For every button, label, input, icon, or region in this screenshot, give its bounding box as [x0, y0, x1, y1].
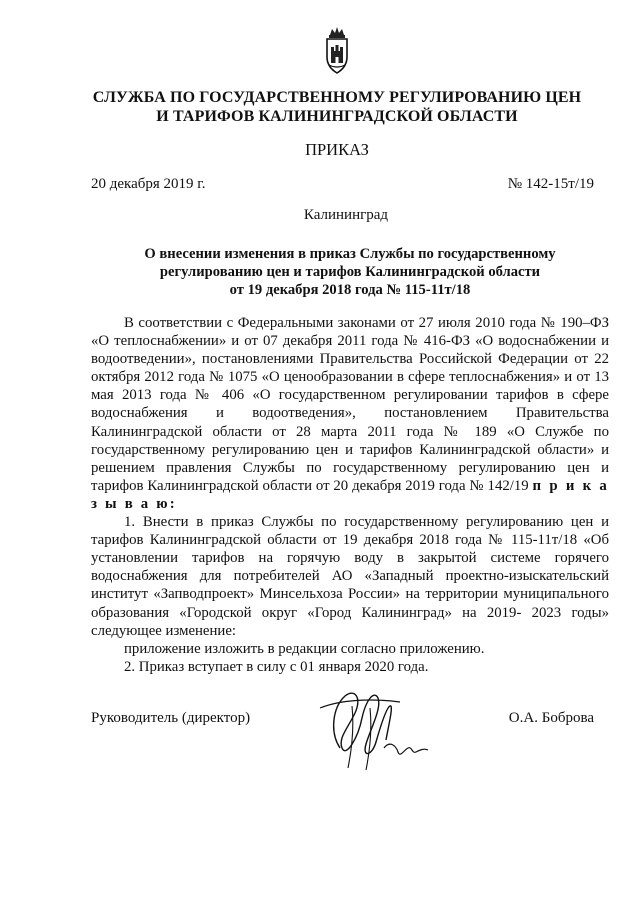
coat-of-arms-icon — [324, 25, 350, 77]
preamble-paragraph — [91, 314, 609, 513]
document-body — [91, 314, 609, 676]
signatory-name: О.А. Боброва — [508, 710, 594, 726]
agency-name-line1: СЛУЖБА ПО ГОСУДАРСТВЕННОМУ РЕГУЛИРОВАНИЮ ЦЕН — [92, 89, 582, 106]
item-2-paragraph: 2. Приказ вступает в силу с 01 января 2020 года. — [124, 658, 429, 675]
document-number: № 142-15т/19 — [507, 176, 594, 192]
signatory-title: Руководитель (директор) — [91, 710, 251, 726]
preamble-text: В соответствии с Федеральными законами от 27 июля 2010 года № 190–ФЗ «О теплоснабжении» и от 07 декабря 2011 года № 416-ФЗ «О водоснабжении и водоотведении», постановлениями Правительства Российской Федерации от 22 октября 2012 года № 1075 «О ценообразовании в сфере теплоснабжения» и от 13 мая 2013 года № 406 «О государственном регулировании тарифов в сфере водоснабжения и водоотведения», постановлением Правительства Калининградской области от 28 марта 2011 года № 189 «О Службе по государственному регулированию цен и тарифов Калининградской области» и решением правления Службы по государственному регулированию цен и тарифов Калининградской области от 20 декабря 2019 года № 142/19 — [91, 315, 609, 494]
document-subject — [110, 245, 590, 299]
agency-name — [90, 88, 584, 126]
subject-line1: О внесении изменения в приказ Службы по государственному — [144, 246, 556, 262]
agency-name-line2: И ТАРИФОВ КАЛИНИНГРАДСКОЙ ОБЛАСТИ — [156, 108, 518, 125]
subject-line3: от 19 декабря 2018 года № 115-11т/18 — [229, 282, 471, 298]
subject-line2: регулированию цен и тарифов Калининградской области — [159, 264, 541, 280]
document-city: Калининград — [303, 207, 389, 223]
document-date: 20 декабря 2019 г. — [91, 176, 206, 192]
item-1-change: приложение изложить в редакции согласно приложению. — [124, 640, 485, 657]
item-1-paragraph: 1. Внести в приказ Службы по государственному регулированию цен и тарифов Калининградской области от 19 декабря 2018 года № 115-11т/18 «Об установлении тарифов на горячую воду в закрытой системе горячего водоснабжения для потребителей АО «Западный проектно-изыскательский институт «Запводпроект» Минсельхоза России» на территории муниципального образования «Городской округ «Город Калининград» на 2019- 2023 годы» следующее изменение: — [91, 514, 609, 639]
document-type: ПРИКАЗ — [305, 140, 369, 159]
order-keyword: п р и к а з ы в а ю: — [91, 477, 609, 512]
handwritten-signature-icon — [300, 678, 435, 773]
